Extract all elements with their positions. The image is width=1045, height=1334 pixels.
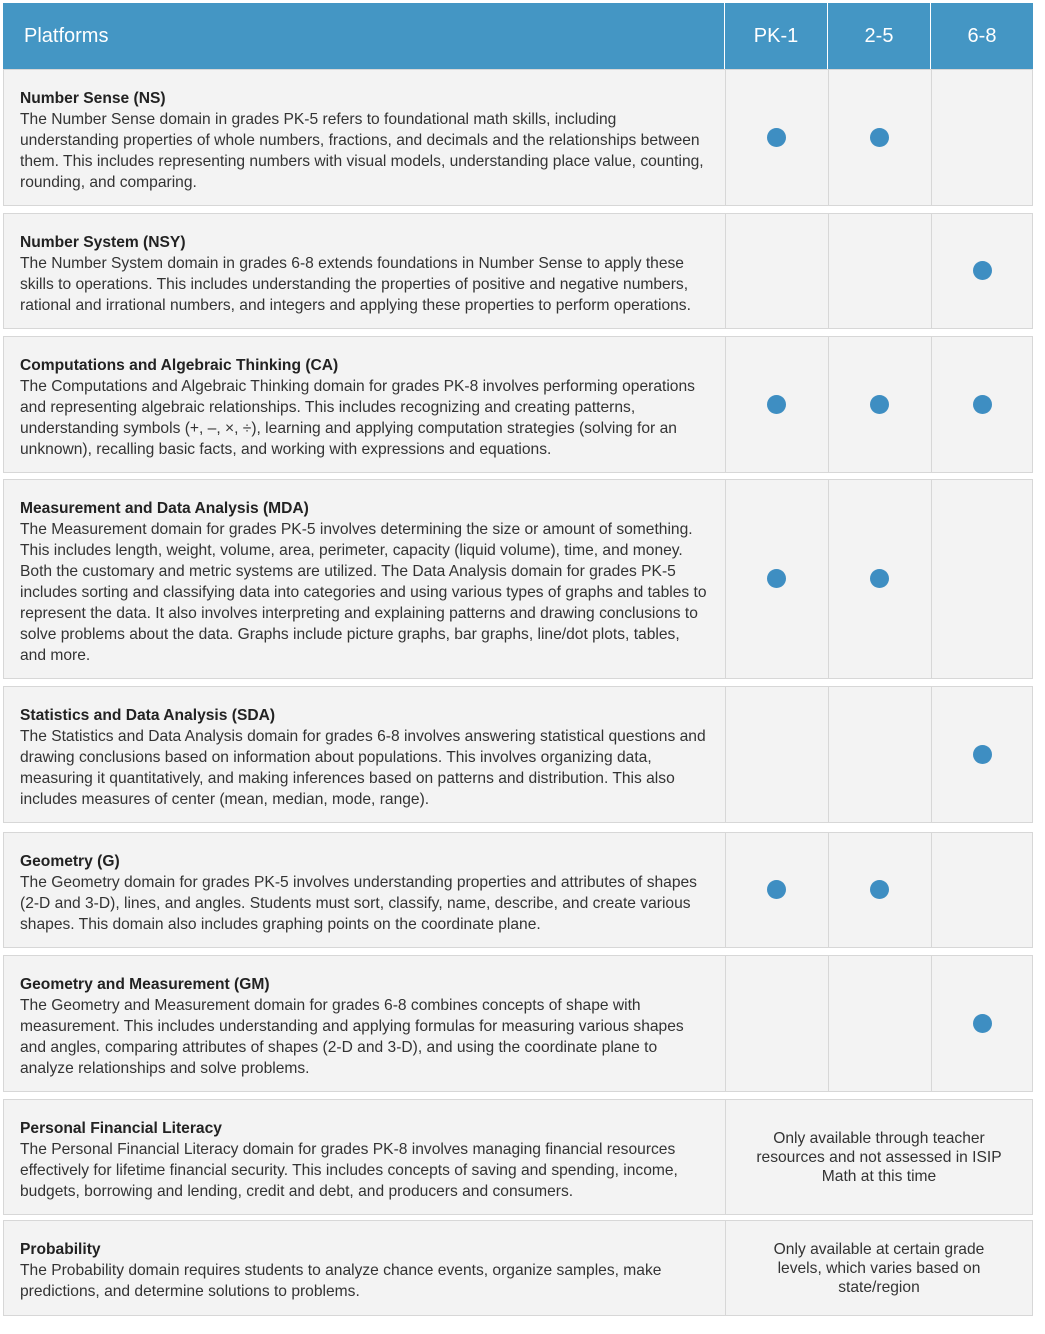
domain-description <box>4 337 725 472</box>
table-row <box>3 832 1033 948</box>
available-dot-icon <box>870 128 889 147</box>
domain-description <box>4 480 725 678</box>
available-dot-icon <box>973 395 992 414</box>
domain-description <box>4 956 725 1091</box>
grade-cell-pk-1 <box>725 687 828 822</box>
available-dot-icon <box>870 395 889 414</box>
grade-cell-2-5 <box>828 687 931 822</box>
table-row <box>3 69 1033 206</box>
table-row <box>3 955 1033 1092</box>
available-dot-icon <box>767 880 786 899</box>
grade-cell-2-5 <box>828 480 931 678</box>
domain-text: The Geometry domain for grades PK-5 involves understanding properties and attributes of shapes (2-D and 3-D), lines, and angles. Students must sort, classify, name, describe, and create various shapes. This domain also includes graphing points on the coordinate plane. <box>20 874 697 933</box>
available-dot-icon <box>870 569 889 588</box>
available-dot-icon <box>767 128 786 147</box>
header-grade-pk-1: PK-1 <box>724 3 827 69</box>
grade-cell-pk-1 <box>725 337 828 472</box>
grade-cell-2-5 <box>828 214 931 328</box>
header-grade-6-8: 6-8 <box>930 3 1033 69</box>
table-row <box>3 1099 1033 1215</box>
table-header <box>3 3 1033 69</box>
domain-title: Number Sense (NS) <box>20 90 166 107</box>
grade-cell-2-5 <box>828 833 931 947</box>
domain-text: The Statistics and Data Analysis domain for grades 6-8 involves answering statistical questions and drawing conclusions based on information about populations. This involves organizing data, measuring it quantitatively, and making inferences based on patterns and distribution. This also includes measures of center (mean, median, mode, range). <box>20 728 706 808</box>
grade-cell-2-5 <box>828 337 931 472</box>
table-row <box>3 1220 1033 1316</box>
grade-cell-6-8 <box>931 480 1034 678</box>
available-dot-icon <box>973 745 992 764</box>
grade-cell-6-8 <box>931 833 1034 947</box>
domain-description <box>4 1100 725 1214</box>
availability-note: Only available through teacher resources and not assessed in ISIP Math at this time <box>725 1100 1032 1214</box>
grade-cell-6-8 <box>931 214 1034 328</box>
grade-cell-pk-1 <box>725 214 828 328</box>
availability-note: Only available at certain grade levels, which varies based on state/region <box>725 1221 1032 1315</box>
domain-text: The Measurement domain for grades PK-5 involves determining the size or amount of something. This includes length, weight, volume, area, perimeter, capacity (liquid volume), time, and money. Both the customary and metric systems are utilized. The Data Analysis domain for grades PK-5 includes sorting and classifying data into categories and using various types of graphs and tables to represent the data. It also involves interpreting and explaining patterns and drawing conclusions to solve problems about the data. Graphs include picture graphs, bar graphs, line/dot plots, tables, and more. <box>20 521 707 664</box>
available-dot-icon <box>973 261 992 280</box>
available-dot-icon <box>870 880 889 899</box>
domain-title: Measurement and Data Analysis (MDA) <box>20 500 309 517</box>
domain-text: The Probability domain requires students to analyze chance events, organize samples, make predictions, and determine solutions to problems. <box>20 1262 662 1300</box>
domain-description <box>4 1221 725 1315</box>
grade-cell-2-5 <box>828 956 931 1091</box>
domain-title: Geometry (G) <box>20 853 120 870</box>
available-dot-icon <box>767 569 786 588</box>
grade-cell-6-8 <box>931 70 1034 205</box>
domain-text: The Personal Financial Literacy domain for grades PK-8 involves managing financial resources effectively for lifetime financial security. This includes concepts of saving and spending, income, budgets, borrowing and lending, credit and debt, and producers and consumers. <box>20 1141 678 1200</box>
domain-text: The Geometry and Measurement domain for grades 6-8 combines concepts of shape with measurement. This includes understanding and applying formulas for measuring various shapes and angles, comparing attributes of shapes (2-D and 3-D), and using the coordinate plane to analyze relationships and solve problems. <box>20 997 684 1077</box>
table-row <box>3 336 1033 473</box>
header-grade-2-5: 2-5 <box>827 3 930 69</box>
domain-text: The Number System domain in grades 6-8 extends foundations in Number Sense to apply these skills to operations. This includes understanding the properties of positive and negative numbers, rational and irrational numbers, and integers and applying these properties to perform operations. <box>20 255 691 314</box>
grade-cell-pk-1 <box>725 70 828 205</box>
grade-cell-pk-1 <box>725 833 828 947</box>
domain-title: Statistics and Data Analysis (SDA) <box>20 707 276 724</box>
available-dot-icon <box>767 395 786 414</box>
grade-cell-6-8 <box>931 337 1034 472</box>
domain-title: Number System (NSY) <box>20 234 186 251</box>
available-dot-icon <box>973 1014 992 1033</box>
grade-cell-6-8 <box>931 687 1034 822</box>
table-row <box>3 479 1033 679</box>
table-row <box>3 686 1033 823</box>
grade-cell-pk-1 <box>725 956 828 1091</box>
table-row <box>3 213 1033 329</box>
header-platforms: Platforms <box>24 25 109 47</box>
domain-description <box>4 214 725 328</box>
domain-text: The Number Sense domain in grades PK-5 refers to foundational math skills, including understanding properties of whole numbers, fractions, and decimals and the relationships between them. This includes representing numbers with visual models, understanding place value, counting, rounding, and comparing. <box>20 111 704 191</box>
domain-title: Geometry and Measurement (GM) <box>20 976 270 993</box>
domain-title: Computations and Algebraic Thinking (CA) <box>20 357 339 374</box>
domain-title: Probability <box>20 1241 101 1258</box>
grade-cell-pk-1 <box>725 480 828 678</box>
domain-text: The Computations and Algebraic Thinking domain for grades PK-8 involves performing operations and representing algebraic relationships. This includes recognizing and creating patterns, understanding symbols (+, –, ×, ÷), learning and applying computation strategies (solving for an unknown), recalling basic facts, and working with expressions and equations. <box>20 378 695 458</box>
grade-cell-6-8 <box>931 956 1034 1091</box>
domain-description <box>4 70 725 205</box>
domain-title: Personal Financial Literacy <box>20 1120 222 1137</box>
grade-cell-2-5 <box>828 70 931 205</box>
domain-description <box>4 833 725 947</box>
domain-description <box>4 687 725 822</box>
